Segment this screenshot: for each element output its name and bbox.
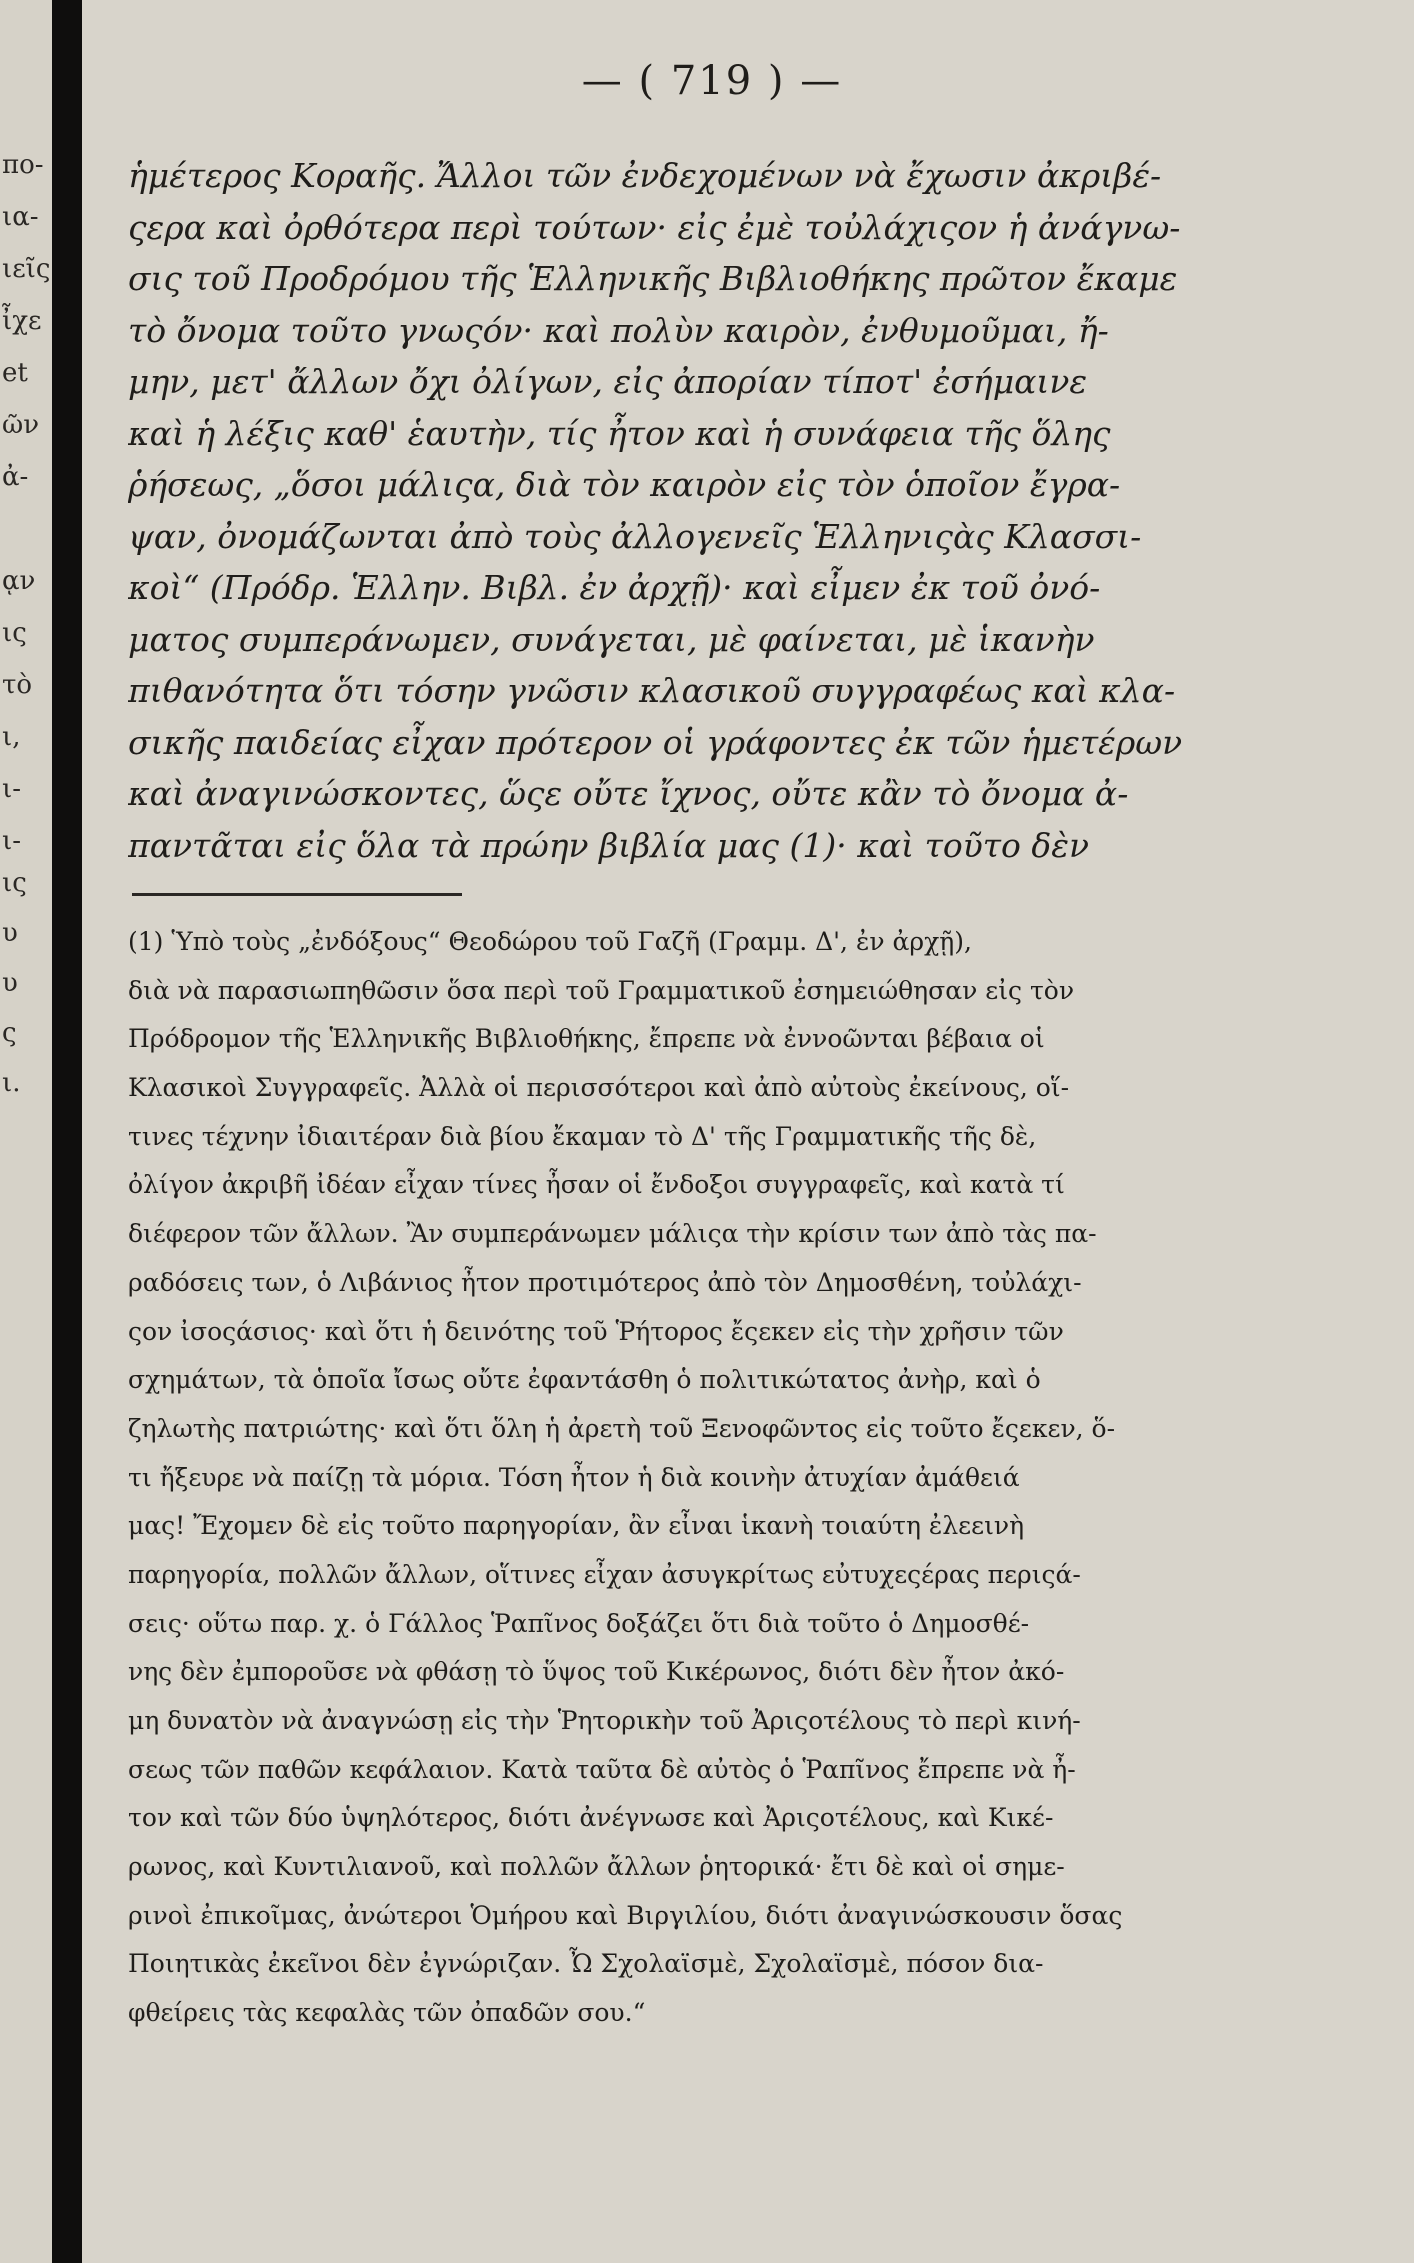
margin-fragment: ᾳν (2, 566, 36, 596)
margin-fragment: ι, (2, 722, 21, 752)
margin-fragment: ι. (2, 1068, 21, 1098)
footnote-line: σεις· οὕτω παρ. χ. ὁ Γάλλος Ῥαπῖνος δοξάζει ὅτι διὰ τοῦτο ὁ Δημοσθέ- (128, 1608, 1030, 1638)
footnote-line: διὰ νὰ παρασιωπηθῶσιν ὅσα περὶ τοῦ Γραμματικοῦ ἐσημειώθησαν εἰς τὸν (128, 975, 1075, 1005)
main-text-block (128, 150, 1288, 871)
footnote-line: νης δὲν ἐμποροῦσε νὰ φθάσῃ τὸ ὕψος τοῦ Κικέρωνος, διότι δὲν ἦτον ἀκό- (128, 1657, 1065, 1687)
margin-fragment: ῶν (2, 410, 40, 440)
margin-fragment: υ (2, 968, 18, 998)
footnote-line: ὀλίγον ἀκριβῆ ἰδέαν εἶχαν τίνες ἦσαν οἱ ἔνδοξοι συγγραφεῖς, καὶ κατὰ τί (128, 1170, 1065, 1200)
margin-fragment: ἀ- (2, 462, 29, 492)
footnote-line: Κλασικοὶ Συγγραφεῖς. Ἀλλὰ οἱ περισσότεροι καὶ ἀπὸ αὐτοὺς ἐκείνους, οἵ- (128, 1073, 1070, 1103)
text-line: ῥήσεως, „ὅσοι μάλιςα, διὰ τὸν καιρὸν εἰς τὸν ὁποῖον ἔγρα- (128, 465, 1121, 504)
footnote-line: σχημάτων, τὰ ὁποῖα ἴσως οὔτε ἐφαντάσθη ὁ πολιτικώτατος ἀνὴρ, καὶ ὁ (128, 1365, 1041, 1395)
text-line: μην, μετ' ἄλλων ὄχι ὀλίγων, εἰς ἀπορίαν τίποτ' ἐσήμαινε (128, 362, 1088, 401)
footnote-separator (132, 893, 462, 896)
book-page (82, 0, 1414, 2263)
footnote-line: ραδόσεις των, ὁ Λιβάνιος ἦτον προτιμότερος ἀπὸ τὸν Δημοσθένη, τοὐλάχι- (128, 1267, 1082, 1297)
margin-fragment: et (2, 358, 28, 388)
margin-fragment: ἶχε (2, 306, 42, 336)
text-line: ἡμέτερος Κοραῆς. Ἄλλοι τῶν ἐνδεχομένων νὰ ἔχωσιν ἀκριβέ- (128, 156, 1162, 195)
footnote-line: μας! Ἔχομεν δὲ εἰς τοῦτο παρηγορίαν, ἂν εἶναι ἱκανὴ τοιαύτη ἐλεεινὴ (128, 1511, 1025, 1541)
facing-page-margin (0, 0, 52, 2263)
text-line: σικῆς παιδείας εἶχαν πρότερον οἱ γράφοντες ἐκ τῶν ἡμετέρων (128, 722, 1183, 762)
text-line: σις τοῦ Προδρόμου τῆς Ἑλληνικῆς Βιβλιοθήκης πρῶτον ἔκαμε (128, 259, 1178, 298)
text-line: πιθανότητα ὅτι τόσην γνῶσιν κλασικοῦ συγγραφέως καὶ κλα- (128, 671, 1176, 710)
margin-fragment: ς (2, 1018, 17, 1048)
footnote-line: τι ἤξευρε νὰ παίζῃ τὰ μόρια. Τόση ἦτον ἡ διὰ κοινὴν ἀτυχίαν ἀμάθειά (128, 1462, 1020, 1492)
margin-fragment: τὸ (2, 670, 33, 700)
margin-fragment: ι- (2, 774, 21, 804)
margin-fragment: ιεῖς (2, 254, 51, 284)
margin-fragment: υ (2, 918, 18, 948)
margin-fragment: ι- (2, 826, 21, 856)
text-line: καὶ ἡ λέξις καθ' ἑαυτὴν, τίς ἦτον καὶ ἡ συνάφεια τῆς ὅλης (128, 413, 1111, 453)
footnote-line: Ποιητικὰς ἐκεῖνοι δὲν ἐγνώριζαν. Ὦ Σχολαϊσμὲ, Σχολαϊσμὲ, πόσον δια- (128, 1949, 1044, 1979)
text-line: τὸ ὄνομα τοῦτο γνωςόν· καὶ πολὺν καιρὸν, ἐνθυμοῦμαι, ἤ- (128, 310, 1109, 350)
book-binding-gutter (52, 0, 82, 2263)
footnote-line: ζηλωτὴς πατριώτης· καὶ ὅτι ὅλη ἡ ἀρετὴ τοῦ Ξενοφῶντος εἰς τοῦτο ἔςεκεν, ὅ- (128, 1413, 1116, 1443)
text-line: παντᾶται εἰς ὅλα τὰ πρώην βιβλία μας (1)· καὶ τοῦτο δὲν (128, 825, 1090, 865)
margin-fragment: πο- (2, 150, 44, 180)
footnote-line: παρηγορία, πολλῶν ἄλλων, οἵτινες εἶχαν ἀσυγκρίτως εὐτυχεςέρας περιςά- (128, 1559, 1081, 1589)
text-line: κοὶ“ (Πρόδρ. Ἑλλην. Βιβλ. ἐν ἀρχῇ)· καὶ εἶμεν ἐκ τοῦ ὀνό- (128, 568, 1101, 607)
page-number: — ( 719 ) — (581, 58, 843, 104)
margin-fragment: ις (2, 618, 27, 648)
footnote-line: ρωνος, καὶ Κυντιλιανοῦ, καὶ πολλῶν ἄλλων ῥητορικά· ἔτι δὲ καὶ οἱ σημε- (128, 1852, 1065, 1882)
footnote-line: ςον ἰσοςάσιος· καὶ ὅτι ἡ δεινότης τοῦ Ῥήτορος ἔςεκεν εἰς τὴν χρῆσιν τῶν (128, 1316, 1064, 1346)
footnote-line: ρινοὶ ἐπικοῖμας, ἀνώτεροι Ὁμήρου καὶ Βιργιλίου, διότι ἀναγινώσκουσιν ὅσας (128, 1900, 1123, 1930)
margin-fragment: ις (2, 868, 27, 898)
footnote-line: τινες τέχνην ἰδιαιτέραν διὰ βίου ἔκαμαν τὸ Δ' τῆς Γραμματικῆς τῆς δὲ, (128, 1121, 1037, 1151)
footnote-line: φθείρεις τὰς κεφαλὰς τῶν ὀπαδῶν σου.“ (128, 1998, 646, 2028)
text-line: ςερα καὶ ὀρθότερα περὶ τούτων· εἰς ἐμὲ τοὐλάχιςον ἡ ἀνάγνω- (128, 207, 1181, 247)
text-line: ψαν, ὀνομάζωνται ἀπὸ τοὺς ἀλλογενεῖς Ἑλληνιςὰς Κλασσι- (128, 516, 1142, 556)
footnote-line: Πρόδρομον τῆς Ἑλληνικῆς Βιβλιοθήκης, ἔπρεπε νὰ ἐννοῶνται βέβαια οἱ (128, 1024, 1045, 1054)
footnote-line: διέφερον τῶν ἄλλων. Ἂν συμπεράνωμεν μάλιςα τὴν κρίσιν των ἀπὸ τὰς πα- (128, 1219, 1097, 1249)
text-line: ματος συμπεράνωμεν, συνάγεται, μὲ φαίνεται, μὲ ἱκανὴν (128, 619, 1095, 659)
footnote-line: μη δυνατὸν νὰ ἀναγνώσῃ εἰς τὴν Ῥητορικὴν τοῦ Ἀριςοτέλους τὸ περὶ κινή- (128, 1706, 1081, 1735)
footnote-line: σεως τῶν παθῶν κεφάλαιον. Κατὰ ταῦτα δὲ αὐτὸς ὁ Ῥαπῖνος ἔπρεπε νὰ ἦ- (128, 1754, 1076, 1784)
footnote-line: τον καὶ τῶν δύο ὑψηλότερος, διότι ἀνέγνωσε καὶ Ἀριςοτέλους, καὶ Κικέ- (128, 1803, 1054, 1833)
footnote-block (128, 918, 1288, 2038)
footnote-line: (1) Ὑπὸ τοὺς „ἐνδόξους“ Θεοδώρου τοῦ Γαζῆ (Γραμμ. Δ', ἐν ἀρχῇ), (128, 927, 972, 956)
margin-fragment: ια- (2, 202, 39, 232)
text-line: καὶ ἀναγινώσκοντες, ὥςε οὔτε ἴχνος, οὔτε κἂν τὸ ὄνομα ἀ- (128, 774, 1129, 813)
